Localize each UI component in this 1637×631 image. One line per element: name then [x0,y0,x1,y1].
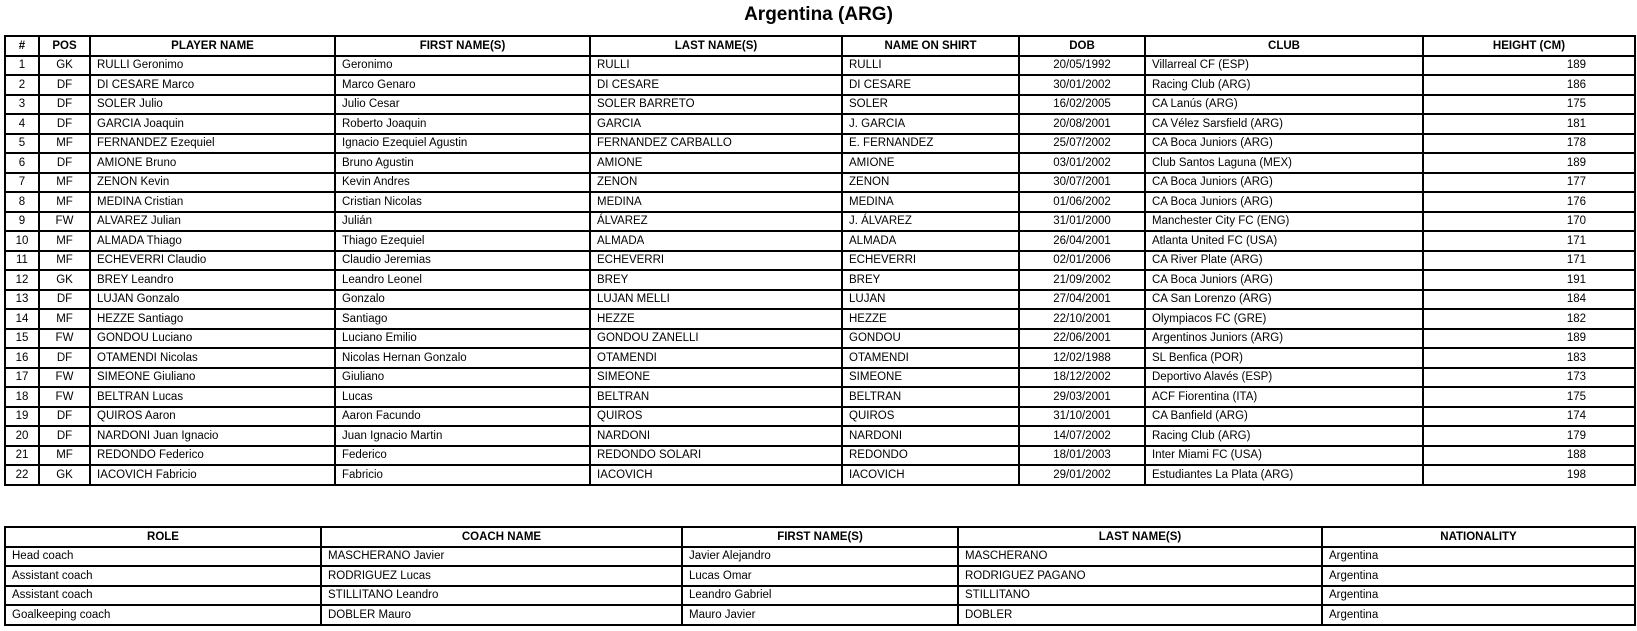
players-cell-position: DF [39,75,90,95]
players-cell-club: Racing Club (ARG) [1145,75,1423,95]
players-cell-number: 19 [5,407,39,427]
staff-cell-last-names: DOBLER [958,605,1322,625]
staff-header-first-names: FIRST NAME(S) [682,527,958,547]
players-header-player-name: PLAYER NAME [90,36,335,56]
players-header-number: # [5,36,39,56]
players-cell-position: DF [39,407,90,427]
players-cell-player-name: DI CESARE Marco [90,75,335,95]
player-row [5,407,1635,427]
players-cell-club: Villarreal CF (ESP) [1145,56,1423,76]
players-cell-position: MF [39,134,90,154]
players-cell-dob: 22/10/2001 [1019,309,1145,329]
players-cell-number: 7 [5,173,39,193]
players-cell-player-name: OTAMENDI Nicolas [90,348,335,368]
players-cell-first-names: Leandro Leonel [335,270,590,290]
player-row [5,368,1635,388]
players-cell-dob: 30/07/2001 [1019,173,1145,193]
players-cell-last-names: LUJAN MELLI [590,290,842,310]
players-header-height: HEIGHT (CM) [1423,36,1635,56]
players-cell-name-on-shirt: LUJAN [842,290,1019,310]
players-cell-last-names: HEZZE [590,309,842,329]
players-cell-height: 189 [1423,56,1635,76]
players-cell-dob: 14/07/2002 [1019,426,1145,446]
players-cell-height: 174 [1423,407,1635,427]
players-cell-first-names: Federico [335,446,590,466]
players-cell-name-on-shirt: BELTRAN [842,387,1019,407]
players-cell-dob: 31/10/2001 [1019,407,1145,427]
players-cell-first-names: Luciano Emilio [335,329,590,349]
players-cell-player-name: ECHEVERRI Claudio [90,251,335,271]
players-cell-last-names: NARDONI [590,426,842,446]
players-cell-club: SL Benfica (POR) [1145,348,1423,368]
players-cell-club: Atlanta United FC (USA) [1145,231,1423,251]
players-cell-name-on-shirt: AMIONE [842,153,1019,173]
player-row [5,75,1635,95]
players-cell-club: CA San Lorenzo (ARG) [1145,290,1423,310]
players-cell-name-on-shirt: SOLER [842,95,1019,115]
players-cell-dob: 29/03/2001 [1019,387,1145,407]
players-cell-number: 9 [5,212,39,232]
player-row [5,134,1635,154]
staff-cell-first-names: Leandro Gabriel [682,586,958,606]
players-cell-club: CA Boca Juniors (ARG) [1145,173,1423,193]
players-cell-height: 183 [1423,348,1635,368]
player-row [5,465,1635,485]
staff-cell-coach-name: STILLITANO Leandro [321,586,682,606]
players-cell-player-name: QUIROS Aaron [90,407,335,427]
players-cell-last-names: ZENON [590,173,842,193]
staff-row [5,586,1635,606]
players-cell-player-name: LUJAN Gonzalo [90,290,335,310]
staff-cell-coach-name: RODRIGUEZ Lucas [321,566,682,586]
players-cell-height: 182 [1423,309,1635,329]
players-cell-last-names: RULLI [590,56,842,76]
players-cell-first-names: Geronimo [335,56,590,76]
players-cell-last-names: BREY [590,270,842,290]
players-cell-last-names: GARCIA [590,114,842,134]
player-row [5,387,1635,407]
players-cell-number: 3 [5,95,39,115]
players-cell-number: 15 [5,329,39,349]
players-cell-name-on-shirt: J. ÁLVAREZ [842,212,1019,232]
players-cell-first-names: Kevin Andres [335,173,590,193]
player-row [5,446,1635,466]
players-cell-dob: 03/01/2002 [1019,153,1145,173]
players-cell-player-name: IACOVICH Fabricio [90,465,335,485]
players-cell-player-name: ALVAREZ Julian [90,212,335,232]
players-cell-dob: 31/01/2000 [1019,212,1145,232]
staff-cell-coach-name: DOBLER Mauro [321,605,682,625]
players-cell-position: FW [39,387,90,407]
players-cell-height: 198 [1423,465,1635,485]
players-cell-dob: 26/04/2001 [1019,231,1145,251]
players-cell-first-names: Claudio Jeremias [335,251,590,271]
players-cell-club: ACF Fiorentina (ITA) [1145,387,1423,407]
players-cell-name-on-shirt: IACOVICH [842,465,1019,485]
players-cell-name-on-shirt: OTAMENDI [842,348,1019,368]
staff-row [5,605,1635,625]
players-cell-dob: 22/06/2001 [1019,329,1145,349]
players-cell-first-names: Gonzalo [335,290,590,310]
players-cell-name-on-shirt: BREY [842,270,1019,290]
players-header-row [5,36,1635,56]
players-header-dob: DOB [1019,36,1145,56]
players-cell-number: 10 [5,231,39,251]
players-cell-club: CA Boca Juniors (ARG) [1145,134,1423,154]
players-cell-name-on-shirt: QUIROS [842,407,1019,427]
players-cell-player-name: ALMADA Thiago [90,231,335,251]
staff-row [5,547,1635,567]
players-cell-dob: 18/12/2002 [1019,368,1145,388]
players-cell-first-names: Giuliano [335,368,590,388]
staff-cell-nationality: Argentina [1322,566,1635,586]
players-cell-player-name: HEZZE Santiago [90,309,335,329]
players-cell-number: 1 [5,56,39,76]
players-cell-position: MF [39,446,90,466]
players-cell-name-on-shirt: GONDOU [842,329,1019,349]
players-cell-first-names: Julio Cesar [335,95,590,115]
players-cell-position: MF [39,309,90,329]
players-cell-club: Racing Club (ARG) [1145,426,1423,446]
players-cell-number: 2 [5,75,39,95]
players-cell-first-names: Roberto Joaquin [335,114,590,134]
players-cell-name-on-shirt: DI CESARE [842,75,1019,95]
players-cell-height: 171 [1423,231,1635,251]
staff-cell-first-names: Mauro Javier [682,605,958,625]
players-cell-name-on-shirt: NARDONI [842,426,1019,446]
players-cell-dob: 18/01/2003 [1019,446,1145,466]
players-cell-club: Inter Miami FC (USA) [1145,446,1423,466]
player-row [5,56,1635,76]
player-row [5,173,1635,193]
players-cell-player-name: GONDOU Luciano [90,329,335,349]
staff-row [5,566,1635,586]
players-cell-position: FW [39,368,90,388]
player-row [5,95,1635,115]
players-cell-club: Club Santos Laguna (MEX) [1145,153,1423,173]
players-cell-last-names: ALMADA [590,231,842,251]
players-cell-club: Manchester City FC (ENG) [1145,212,1423,232]
players-cell-height: 170 [1423,212,1635,232]
players-cell-name-on-shirt: MEDINA [842,192,1019,212]
players-cell-number: 14 [5,309,39,329]
players-cell-height: 173 [1423,368,1635,388]
players-cell-dob: 27/04/2001 [1019,290,1145,310]
players-cell-first-names: Julián [335,212,590,232]
players-cell-dob: 12/02/1988 [1019,348,1145,368]
players-cell-first-names: Lucas [335,387,590,407]
staff-cell-first-names: Lucas Omar [682,566,958,586]
players-cell-club: CA Banfield (ARG) [1145,407,1423,427]
players-cell-player-name: BELTRAN Lucas [90,387,335,407]
player-row [5,329,1635,349]
players-cell-position: DF [39,95,90,115]
players-cell-last-names: GONDOU ZANELLI [590,329,842,349]
players-cell-name-on-shirt: ZENON [842,173,1019,193]
players-cell-last-names: REDONDO SOLARI [590,446,842,466]
players-cell-first-names: Ignacio Ezequiel Agustin [335,134,590,154]
players-cell-dob: 25/07/2002 [1019,134,1145,154]
players-cell-position: MF [39,173,90,193]
player-row [5,114,1635,134]
players-cell-last-names: OTAMENDI [590,348,842,368]
players-cell-dob: 21/09/2002 [1019,270,1145,290]
players-cell-name-on-shirt: ALMADA [842,231,1019,251]
players-cell-height: 175 [1423,95,1635,115]
players-header-name-on-shirt: NAME ON SHIRT [842,36,1019,56]
players-cell-position: GK [39,465,90,485]
players-cell-club: Argentinos Juniors (ARG) [1145,329,1423,349]
players-cell-first-names: Marco Genaro [335,75,590,95]
staff-header-nationality: NATIONALITY [1322,527,1635,547]
players-cell-height: 189 [1423,329,1635,349]
players-cell-club: Estudiantes La Plata (ARG) [1145,465,1423,485]
players-cell-name-on-shirt: RULLI [842,56,1019,76]
players-cell-position: DF [39,426,90,446]
players-cell-last-names: ECHEVERRI [590,251,842,271]
players-cell-dob: 01/06/2002 [1019,192,1145,212]
players-cell-last-names: SOLER BARRETO [590,95,842,115]
players-cell-first-names: Bruno Agustin [335,153,590,173]
players-cell-name-on-shirt: J. GARCIA [842,114,1019,134]
staff-table [4,526,1636,626]
players-cell-number: 5 [5,134,39,154]
players-header-first-names: FIRST NAME(S) [335,36,590,56]
players-cell-number: 8 [5,192,39,212]
players-cell-first-names: Fabricio [335,465,590,485]
players-cell-club: Deportivo Alavés (ESP) [1145,368,1423,388]
players-cell-number: 20 [5,426,39,446]
staff-cell-first-names: Javier Alejandro [682,547,958,567]
players-cell-name-on-shirt: REDONDO [842,446,1019,466]
player-row [5,251,1635,271]
players-cell-number: 13 [5,290,39,310]
players-cell-dob: 20/05/1992 [1019,56,1145,76]
players-cell-number: 21 [5,446,39,466]
players-cell-last-names: BELTRAN [590,387,842,407]
staff-cell-role: Goalkeeping coach [5,605,321,625]
players-cell-player-name: GARCIA Joaquin [90,114,335,134]
players-cell-last-names: AMIONE [590,153,842,173]
players-cell-height: 184 [1423,290,1635,310]
player-row [5,309,1635,329]
staff-cell-nationality: Argentina [1322,605,1635,625]
players-cell-height: 186 [1423,75,1635,95]
players-cell-height: 178 [1423,134,1635,154]
staff-cell-last-names: RODRIGUEZ PAGANO [958,566,1322,586]
players-cell-player-name: FERNANDEZ Ezequiel [90,134,335,154]
players-cell-name-on-shirt: HEZZE [842,309,1019,329]
players-table [4,35,1636,486]
player-row [5,290,1635,310]
players-cell-player-name: ZENON Kevin [90,173,335,193]
players-cell-dob: 30/01/2002 [1019,75,1145,95]
staff-cell-last-names: STILLITANO [958,586,1322,606]
players-cell-first-names: Santiago [335,309,590,329]
player-row [5,153,1635,173]
player-row [5,270,1635,290]
players-cell-position: GK [39,270,90,290]
players-cell-player-name: RULLI Geronimo [90,56,335,76]
players-cell-first-names: Thiago Ezequiel [335,231,590,251]
players-cell-player-name: MEDINA Cristian [90,192,335,212]
staff-cell-role: Head coach [5,547,321,567]
players-cell-club: CA Boca Juniors (ARG) [1145,270,1423,290]
players-cell-height: 181 [1423,114,1635,134]
players-cell-club: CA Boca Juniors (ARG) [1145,192,1423,212]
players-cell-first-names: Nicolas Hernan Gonzalo [335,348,590,368]
players-cell-number: 12 [5,270,39,290]
players-cell-height: 179 [1423,426,1635,446]
players-cell-position: FW [39,329,90,349]
players-header-club: CLUB [1145,36,1423,56]
players-cell-club: CA Vélez Sarsfield (ARG) [1145,114,1423,134]
player-row [5,192,1635,212]
staff-cell-nationality: Argentina [1322,586,1635,606]
players-cell-dob: 16/02/2005 [1019,95,1145,115]
players-cell-position: DF [39,153,90,173]
players-cell-last-names: IACOVICH [590,465,842,485]
players-cell-name-on-shirt: ECHEVERRI [842,251,1019,271]
players-cell-number: 6 [5,153,39,173]
players-cell-height: 177 [1423,173,1635,193]
players-cell-last-names: MEDINA [590,192,842,212]
players-cell-dob: 02/01/2006 [1019,251,1145,271]
players-cell-first-names: Juan Ignacio Martin [335,426,590,446]
players-header-position: POS [39,36,90,56]
players-cell-last-names: ÁLVAREZ [590,212,842,232]
players-cell-last-names: QUIROS [590,407,842,427]
players-cell-player-name: REDONDO Federico [90,446,335,466]
staff-header-coach-name: COACH NAME [321,527,682,547]
staff-cell-role: Assistant coach [5,566,321,586]
players-cell-position: MF [39,192,90,212]
players-cell-first-names: Aaron Facundo [335,407,590,427]
players-cell-number: 11 [5,251,39,271]
players-cell-number: 17 [5,368,39,388]
players-cell-number: 18 [5,387,39,407]
players-cell-height: 175 [1423,387,1635,407]
staff-cell-role: Assistant coach [5,586,321,606]
players-cell-number: 16 [5,348,39,368]
player-row [5,426,1635,446]
players-cell-position: GK [39,56,90,76]
staff-header-last-names: LAST NAME(S) [958,527,1322,547]
staff-header-role: ROLE [5,527,321,547]
players-cell-last-names: SIMEONE [590,368,842,388]
players-cell-number: 4 [5,114,39,134]
players-cell-position: MF [39,231,90,251]
players-cell-last-names: FERNANDEZ CARBALLO [590,134,842,154]
players-cell-name-on-shirt: SIMEONE [842,368,1019,388]
staff-cell-last-names: MASCHERANO [958,547,1322,567]
players-cell-height: 171 [1423,251,1635,271]
players-cell-player-name: AMIONE Bruno [90,153,335,173]
players-cell-first-names: Cristian Nicolas [335,192,590,212]
players-cell-club: CA Lanús (ARG) [1145,95,1423,115]
staff-cell-coach-name: MASCHERANO Javier [321,547,682,567]
player-row [5,348,1635,368]
players-cell-player-name: SOLER Julio [90,95,335,115]
players-cell-number: 22 [5,465,39,485]
players-cell-player-name: BREY Leandro [90,270,335,290]
players-header-last-names: LAST NAME(S) [590,36,842,56]
staff-header-row [5,527,1635,547]
players-cell-player-name: NARDONI Juan Ignacio [90,426,335,446]
page-title: Argentina (ARG) [744,4,893,25]
players-cell-height: 176 [1423,192,1635,212]
players-cell-height: 191 [1423,270,1635,290]
players-cell-position: DF [39,114,90,134]
players-cell-club: Olympiacos FC (GRE) [1145,309,1423,329]
player-row [5,231,1635,251]
player-row [5,212,1635,232]
players-cell-last-names: DI CESARE [590,75,842,95]
players-cell-dob: 20/08/2001 [1019,114,1145,134]
players-cell-position: DF [39,290,90,310]
players-cell-club: CA River Plate (ARG) [1145,251,1423,271]
players-cell-position: DF [39,348,90,368]
staff-cell-nationality: Argentina [1322,547,1635,567]
players-cell-height: 188 [1423,446,1635,466]
players-cell-height: 189 [1423,153,1635,173]
players-cell-name-on-shirt: E. FERNANDEZ [842,134,1019,154]
players-cell-player-name: SIMEONE Giuliano [90,368,335,388]
players-cell-dob: 29/01/2002 [1019,465,1145,485]
players-cell-position: MF [39,251,90,271]
players-cell-position: FW [39,212,90,232]
